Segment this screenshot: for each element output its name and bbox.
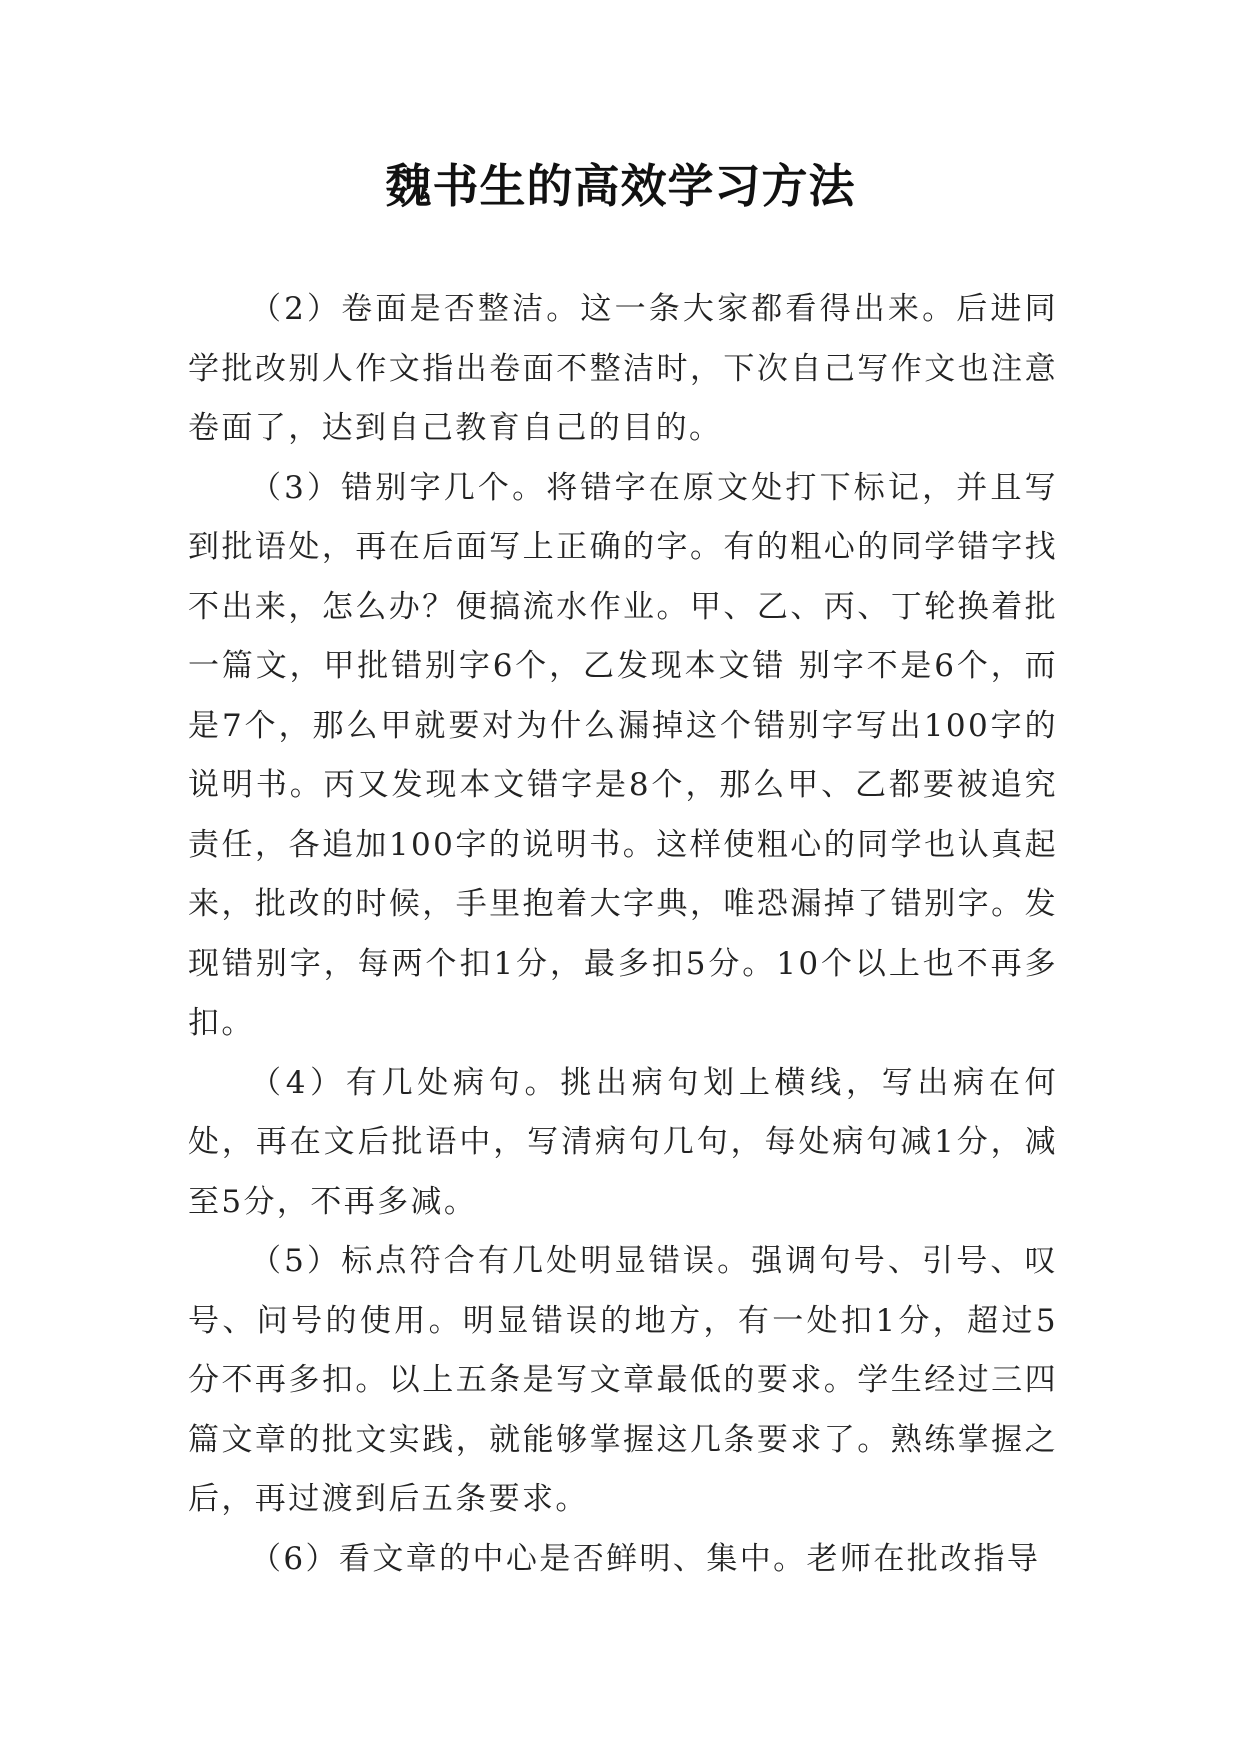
paragraph-item-3: （3）错别字几个。将错字在原文处打下标记，并且写到批语处，再在后面写上正确的字。有的粗心的同学错字找不出来，怎么办？便搞流水作业。甲、乙、丙、丁轮换着批一篇文，甲批错别字6个，乙发现本文错 别字不是6个，而是7个，那么甲就要对为什么漏掉这个错别字写出100字的说明书。丙又发现本文错字是8个，那么甲、乙都要被追究责任，各追加100字的说明书。这样使粗心的同学也认真起来，批改的时候，手里抱着大字典，唯恐漏掉了错别字。发现错别字，每两个扣1分，最多扣5分。10个以上也不再多扣。: [188, 469, 1058, 1041]
paragraph-item-5: （5）标点符合有几处明显错误。强调句号、引号、叹号、问号的使用。明显错误的地方，有一处扣1分，超过5分不再多扣。以上五条是写文章最低的要求。学生经过三四篇文章的批文实践，就能够掌握这几条要求了。熟练掌握之后，再过渡到后五条要求。: [188, 1243, 1058, 1517]
document-title: 魏书生的高效学习方法: [385, 159, 856, 213]
paragraph-item-4: （4）有几处病句。挑出病句划上横线，写出病在何处，再在文后批语中，写清病句几句，每处病句减1分，减至5分，不再多减。: [188, 1064, 1058, 1220]
paragraph-item-2: （2）卷面是否整洁。这一条大家都看得出来。后进同学批改别人作文指出卷面不整洁时，下次自己写作文也注意卷面了，达到自己教育自己的目的。: [188, 291, 1058, 446]
document-body: [188, 280, 1058, 1589]
paragraph-item-6: （6）看文章的中心是否鲜明、集中。老师在批改指导: [250, 1540, 1041, 1577]
